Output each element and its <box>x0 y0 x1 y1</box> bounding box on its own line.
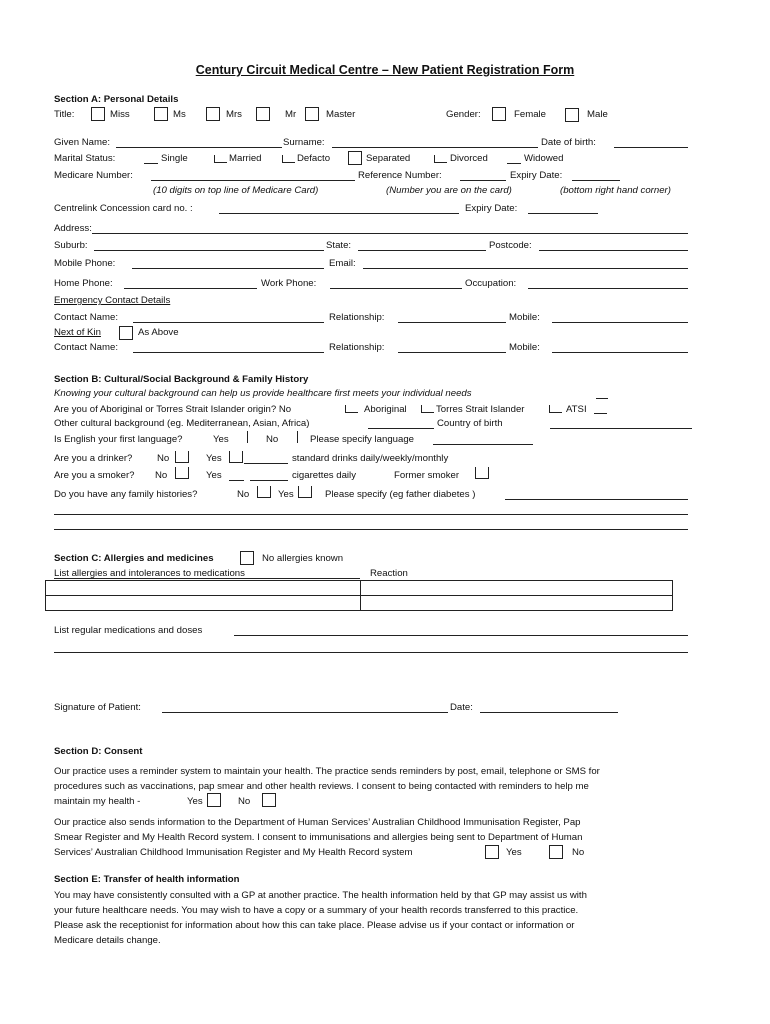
family-history-line-1[interactable] <box>54 514 688 515</box>
home-phone-line[interactable] <box>124 288 257 289</box>
tsi-option: Torres Strait Islander <box>436 404 525 415</box>
english-yes-label: Yes <box>213 434 229 445</box>
cigarettes-amount-line[interactable] <box>250 480 288 481</box>
marital-defacto-label: Defacto <box>297 153 331 164</box>
given-name-line[interactable] <box>116 147 282 148</box>
title-miss-label: Miss <box>110 109 130 120</box>
centrelink-line[interactable] <box>219 213 459 214</box>
emergency-relationship-line[interactable] <box>398 322 506 323</box>
immunisation-yes-label: Yes <box>506 847 522 858</box>
former-smoker-box[interactable] <box>475 467 489 479</box>
state-label: State: <box>326 240 352 251</box>
centrelink-expiry-line[interactable] <box>528 213 598 214</box>
immunisation-yes-checkbox[interactable] <box>485 845 499 859</box>
smoker-no-box[interactable] <box>175 467 189 479</box>
drinker-yes-label: Yes <box>206 453 222 464</box>
other-background-line[interactable] <box>368 428 434 429</box>
drinker-yes-box[interactable] <box>229 451 243 463</box>
specify-language-label: Please specify language <box>310 434 415 445</box>
work-phone-label: Work Phone: <box>261 278 317 289</box>
family-yes-label: Yes <box>278 489 294 500</box>
kin-contact-name-label: Contact Name: <box>54 342 118 353</box>
english-yes-mark[interactable] <box>247 431 248 443</box>
reminder-no-checkbox[interactable] <box>262 793 276 807</box>
smoker-no-label: No <box>155 470 168 481</box>
consent-p2-line-2: Smear Register and My Health Record system. I consent to immunisations and allergies being sent to Department of Human <box>54 832 583 843</box>
signature-date-label: Date: <box>450 702 473 713</box>
title-mr-checkbox-2[interactable] <box>305 107 319 121</box>
drinks-amount-line[interactable] <box>244 463 288 464</box>
list-allergies-label: List allergies and intolerances to medications <box>54 568 245 579</box>
reference-number-line[interactable] <box>460 180 506 181</box>
work-phone-line[interactable] <box>330 288 462 289</box>
cigarettes-text: cigarettes daily <box>292 470 356 481</box>
marital-defacto-box[interactable] <box>282 155 295 163</box>
centrelink-expiry-label: Expiry Date: <box>465 203 518 214</box>
family-specify-line[interactable] <box>505 499 688 500</box>
english-question: Is English your first language? <box>54 434 183 445</box>
immunisation-no-label: No <box>572 847 585 858</box>
atsi-line[interactable] <box>594 413 607 414</box>
marital-married-label: Married <box>229 153 262 164</box>
given-name-label: Given Name: <box>54 137 110 148</box>
gender-label: Gender: <box>446 109 481 120</box>
kin-mobile-label: Mobile: <box>509 342 540 353</box>
marital-single-label: Single <box>161 153 188 164</box>
title-ms-checkbox[interactable] <box>154 107 168 121</box>
atsi-option: ATSI <box>566 404 587 415</box>
note-expiry: (bottom right hand corner) <box>560 185 671 196</box>
centrelink-label: Centrelink Concession card no. : <box>54 203 193 214</box>
signature-label: Signature of Patient: <box>54 702 141 713</box>
home-phone-label: Home Phone: <box>54 278 113 289</box>
reaction-cell[interactable] <box>361 581 673 596</box>
suburb-line[interactable] <box>94 250 324 251</box>
aboriginal-box[interactable] <box>421 405 434 413</box>
family-no-box[interactable] <box>257 486 271 498</box>
section-b-intro: Knowing your cultural background can help us provide healthcare first meets your individual needs <box>54 388 472 399</box>
gender-female-label: Female <box>514 109 546 120</box>
drinker-question: Are you a drinker? <box>54 453 133 464</box>
title-master-label: Master <box>326 109 356 120</box>
table-row <box>46 596 673 611</box>
table-row <box>46 581 673 596</box>
reminder-no-label: No <box>238 796 251 807</box>
suburb-label: Suburb: <box>54 240 88 251</box>
list-medications-line[interactable] <box>234 635 688 636</box>
former-smoker-label: Former smoker <box>394 470 460 481</box>
title-ms-label: Ms <box>173 109 186 120</box>
other-background-label: Other cultural background (eg. Mediterranean, Asian, Africa) <box>54 418 310 429</box>
specify-language-line[interactable] <box>433 444 533 445</box>
list-allergies-underline <box>54 578 360 579</box>
allergy-cell[interactable] <box>46 596 361 611</box>
mobile-phone-label: Mobile Phone: <box>54 258 116 269</box>
marital-married-box[interactable] <box>214 155 227 163</box>
kin-relationship-label: Relationship: <box>329 342 385 353</box>
consent-p2-line-1: Our practice also sends information to the Department of Human Services’ Australian Childhood Immunisation Register, Pap <box>54 817 581 828</box>
family-no-label: No <box>237 489 250 500</box>
aboriginal-option: Aboriginal <box>364 404 407 415</box>
occupation-line[interactable] <box>528 288 688 289</box>
family-yes-box[interactable] <box>298 486 312 498</box>
medicare-number-line[interactable] <box>151 180 355 181</box>
intro-line <box>596 398 608 399</box>
aboriginal-no-box[interactable] <box>345 405 358 413</box>
email-line[interactable] <box>363 268 688 269</box>
kin-mobile-line[interactable] <box>552 352 688 353</box>
emergency-relationship-label: Relationship: <box>329 312 385 323</box>
smoker-question: Are you a smoker? <box>54 470 135 481</box>
emergency-mobile-line[interactable] <box>552 322 688 323</box>
title-label: Title: <box>54 109 75 120</box>
medications-line-2[interactable] <box>54 652 688 653</box>
drinker-no-label: No <box>157 453 170 464</box>
smoker-yes-line[interactable] <box>229 480 244 481</box>
signature-line[interactable] <box>162 712 448 713</box>
reference-number-label: Reference Number: <box>358 170 442 181</box>
no-allergies-checkbox[interactable] <box>240 551 254 565</box>
title-mrs-checkbox[interactable] <box>206 107 220 121</box>
kin-relationship-line[interactable] <box>398 352 506 353</box>
immunisation-no-checkbox[interactable] <box>549 845 563 859</box>
state-line[interactable] <box>358 250 486 251</box>
drinks-text: standard drinks daily/weekly/monthly <box>292 453 449 464</box>
signature-date-line[interactable] <box>480 712 618 713</box>
dob-line[interactable] <box>614 147 688 148</box>
address-label: Address: <box>54 223 92 234</box>
postcode-label: Postcode: <box>489 240 532 251</box>
postcode-line[interactable] <box>539 250 688 251</box>
english-no-label: No <box>266 434 279 445</box>
marital-widowed-line[interactable] <box>507 163 521 164</box>
section-b-heading: Section B: Cultural/Social Background & Family History <box>54 374 309 385</box>
drinker-no-box[interactable] <box>175 451 189 463</box>
gender-female-checkbox[interactable] <box>492 107 506 121</box>
section-c-heading: Section C: Allergies and medicines <box>54 553 214 564</box>
occupation-label: Occupation: <box>465 278 517 289</box>
as-above-checkbox[interactable] <box>119 326 133 340</box>
title-mr-checkbox-1[interactable] <box>256 107 270 121</box>
marital-divorced-label: Divorced <box>450 153 488 164</box>
country-of-birth-line[interactable] <box>550 428 692 429</box>
country-of-birth-label: Country of birth <box>437 418 503 429</box>
note-reference: (Number you are on the card) <box>386 185 512 196</box>
medicare-expiry-line[interactable] <box>572 180 620 181</box>
next-of-kin-label: Next of Kin <box>54 327 101 338</box>
reminder-yes-checkbox[interactable] <box>207 793 221 807</box>
emergency-contact-heading: Emergency Contact Details <box>54 295 171 306</box>
medicare-number-label: Medicare Number: <box>54 170 133 181</box>
marital-status-label: Marital Status: <box>54 153 116 164</box>
consent-p1-line-1: Our practice uses a reminder system to maintain your health. The practice sends reminders by post, email, telephone or SMS for <box>54 766 600 777</box>
form-title: Century Circuit Medical Centre – New Patient Registration Form <box>195 63 575 77</box>
no-allergies-label: No allergies known <box>262 553 344 564</box>
family-history-question: Do you have any family histories? <box>54 489 198 500</box>
family-history-line-2[interactable] <box>54 529 688 530</box>
surname-line[interactable] <box>332 147 538 148</box>
section-a-heading: Section A: Personal Details <box>54 94 179 105</box>
list-medications-label: List regular medications and doses <box>54 625 203 636</box>
transfer-line-2: your future healthcare needs. You may wish to have a copy or a summary of your health records transferred to this practice. <box>54 905 579 916</box>
tsi-box[interactable] <box>549 405 562 413</box>
marital-separated-label: Separated <box>366 153 411 164</box>
marital-divorced-box[interactable] <box>434 155 447 163</box>
surname-label: Surname: <box>283 137 325 148</box>
emergency-contact-name-line[interactable] <box>133 322 324 323</box>
title-miss-checkbox[interactable] <box>91 107 105 121</box>
dob-label: Date of birth: <box>541 137 596 148</box>
as-above-label: As Above <box>138 327 179 338</box>
marital-separated-checkbox[interactable] <box>348 151 362 165</box>
consent-p1-line-2: procedures such as vaccinations, pap smear and other health reviews. I consent to being contacted with reminders to help me <box>54 781 589 792</box>
marital-single-line[interactable] <box>144 163 158 164</box>
reminder-yes-label: Yes <box>187 796 203 807</box>
emergency-contact-name-label: Contact Name: <box>54 312 118 323</box>
transfer-line-3: Please ask the receptionist for information about how this can take place. Please advise us if your contact or information or <box>54 920 575 931</box>
gender-male-checkbox[interactable] <box>565 108 579 122</box>
emergency-mobile-label: Mobile: <box>509 312 540 323</box>
section-e-heading: Section E: Transfer of health information <box>54 874 240 885</box>
family-specify-label: Please specify (eg father diabetes ) <box>325 489 476 500</box>
address-line[interactable] <box>92 233 688 234</box>
title-mr-label: Mr <box>285 109 297 120</box>
section-d-heading: Section D: Consent <box>54 746 143 757</box>
email-label: Email: <box>329 258 356 269</box>
transfer-line-1: You may have consistently consulted with a GP at another practice. The health information held by that GP may assist us with <box>54 890 587 901</box>
allergy-table <box>45 580 673 611</box>
gender-male-label: Male <box>587 109 608 120</box>
allergy-cell[interactable] <box>46 581 361 596</box>
kin-contact-name-line[interactable] <box>133 352 324 353</box>
mobile-phone-line[interactable] <box>132 268 324 269</box>
title-mrs-label: Mrs <box>226 109 242 120</box>
english-no-mark[interactable] <box>297 431 298 443</box>
consent-p1-line-3: maintain my health - <box>54 796 141 807</box>
aboriginal-question: Are you of Aboriginal or Torres Strait Islander origin? No <box>54 404 292 415</box>
marital-widowed-label: Widowed <box>524 153 564 164</box>
reaction-label: Reaction <box>370 568 408 579</box>
reaction-cell[interactable] <box>361 596 673 611</box>
note-medicare: (10 digits on top line of Medicare Card) <box>153 185 319 196</box>
transfer-line-4: Medicare details change. <box>54 935 161 946</box>
smoker-yes-label: Yes <box>206 470 222 481</box>
consent-p2-line-3: Services’ Australian Childhood Immunisation Register and My Health Record system <box>54 847 413 858</box>
medicare-expiry-label: Expiry Date: <box>510 170 563 181</box>
